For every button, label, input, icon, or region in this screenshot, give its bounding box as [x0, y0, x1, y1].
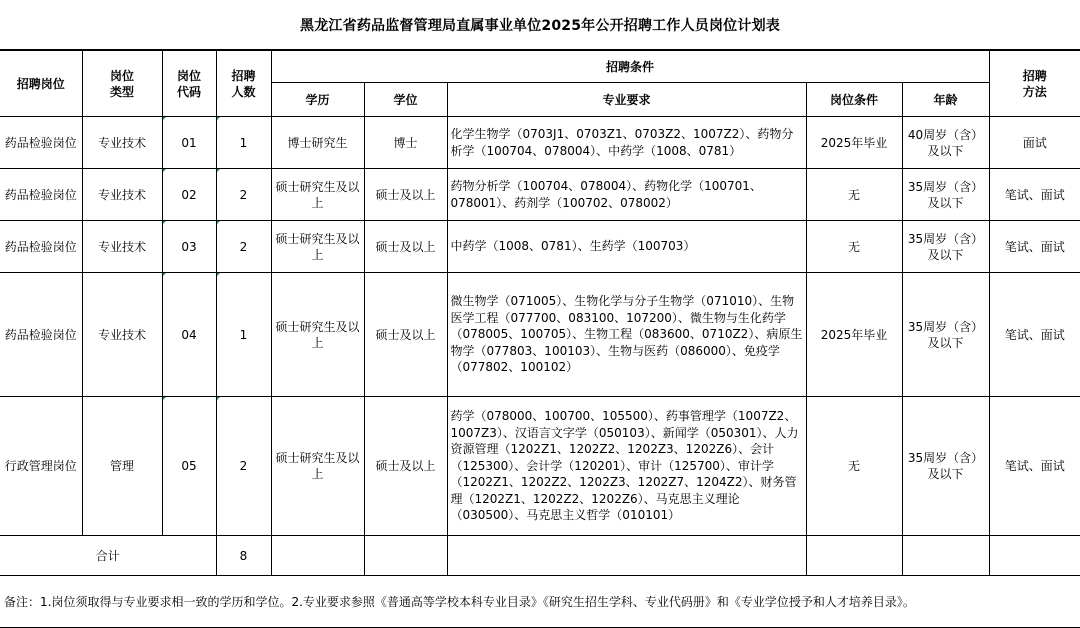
header-position: 招聘岗位 — [0, 51, 82, 117]
total-empty-education — [271, 536, 364, 576]
cell-education: 硕士研究生及以上 — [271, 169, 364, 221]
title-bar — [0, 0, 1080, 50]
cell-education: 硕士研究生及以上 — [271, 273, 364, 397]
cell-major: 药学（078000、100700、105500）、药事管理学（1007Z2、1007Z3）、汉语言文字学（050103）、新闻学（050301）、人力资源管理（1202Z1、1202Z2、1202Z3、1202Z6）、会计（125300）、会计学（120201）、审计（125700）、审计学（1202Z1、1202Z2、1202Z3、1202Z7、1204Z2）、财务管理（1202Z1、1202Z2、1202Z6）、马克思主义理论（030500）、马克思主义哲学（010101） — [447, 397, 806, 536]
cell-method: 笔试、面试 — [989, 221, 1080, 273]
cell-degree: 硕士及以上 — [364, 169, 447, 221]
cell-type: 专业技术 — [82, 221, 162, 273]
cell-age: 35周岁（含）及以下 — [902, 273, 989, 397]
cell-position: 药品检验岗位 — [0, 117, 82, 169]
cell-count: 1 — [216, 117, 271, 169]
header-type-line2: 类型 — [109, 84, 134, 99]
header-count-line2: 人数 — [231, 84, 256, 99]
cell-code: 03 — [162, 221, 216, 273]
cell-age: 40周岁（含）及以下 — [902, 117, 989, 169]
cell-post-condition: 无 — [806, 169, 902, 221]
table-row — [0, 221, 1080, 273]
table-row — [0, 273, 1080, 397]
header-conditions: 招聘条件 — [271, 51, 989, 83]
table-row — [0, 397, 1080, 536]
cell-age: 35周岁（含）及以下 — [902, 397, 989, 536]
header-method — [989, 51, 1080, 117]
cell-post-condition: 2025年毕业 — [806, 117, 902, 169]
header-count — [216, 51, 271, 117]
header-code-line1: 岗位 — [176, 68, 201, 83]
cell-position: 药品检验岗位 — [0, 221, 82, 273]
recruitment-table — [0, 50, 1080, 628]
total-count: 8 — [216, 536, 271, 576]
note-row — [0, 576, 1080, 628]
header-age: 年龄 — [902, 83, 989, 117]
cell-position: 药品检验岗位 — [0, 273, 82, 397]
cell-position: 药品检验岗位 — [0, 169, 82, 221]
cell-count: 2 — [216, 221, 271, 273]
total-label: 合计 — [0, 536, 216, 576]
cell-major: 中药学（1008、0781）、生药学（100703） — [447, 221, 806, 273]
header-method-line2: 方法 — [1022, 84, 1047, 99]
cell-code: 01 — [162, 117, 216, 169]
note-text: 备注：1.岗位须取得与专业要求相一致的学历和学位。2.专业要求参照《普通高等学校本科专业目录》《研究生招生学科、专业代码册》和《专业学位授予和人才培养目录》。 — [0, 576, 1080, 628]
header-code-line2: 代码 — [176, 84, 201, 99]
total-empty-age — [902, 536, 989, 576]
table-row — [0, 169, 1080, 221]
cell-education: 硕士研究生及以上 — [271, 221, 364, 273]
header-post-condition: 岗位条件 — [806, 83, 902, 117]
cell-major: 微生物学（071005）、生物化学与分子生物学（071010）、生物医学工程（077700、083100、107200）、微生物与生化药学（078005、100705）、生物工程（083600、0710Z2）、病原生物学（077803、100103）、生物与医药（086000）、免疫学（077802、100102） — [447, 273, 806, 397]
header-type — [82, 51, 162, 117]
header-code — [162, 51, 216, 117]
header-type-line1: 岗位 — [109, 68, 134, 83]
total-empty-degree — [364, 536, 447, 576]
cell-method: 笔试、面试 — [989, 273, 1080, 397]
cell-post-condition: 2025年毕业 — [806, 273, 902, 397]
cell-position: 行政管理岗位 — [0, 397, 82, 536]
cell-code: 04 — [162, 273, 216, 397]
header-major: 专业要求 — [447, 83, 806, 117]
cell-method: 面试 — [989, 117, 1080, 169]
cell-post-condition: 无 — [806, 397, 902, 536]
cell-type: 管理 — [82, 397, 162, 536]
cell-type: 专业技术 — [82, 117, 162, 169]
cell-method: 笔试、面试 — [989, 397, 1080, 536]
cell-post-condition: 无 — [806, 221, 902, 273]
cell-education: 硕士研究生及以上 — [271, 397, 364, 536]
table-row — [0, 117, 1080, 169]
cell-degree: 博士 — [364, 117, 447, 169]
cell-age: 35周岁（含）及以下 — [902, 169, 989, 221]
total-empty-post-condition — [806, 536, 902, 576]
header-degree: 学位 — [364, 83, 447, 117]
header-count-line1: 招聘 — [231, 68, 256, 83]
cell-degree: 硕士及以上 — [364, 397, 447, 536]
cell-count: 1 — [216, 273, 271, 397]
page-title: 黑龙江省药品监督管理局直属事业单位2025年公开招聘工作人员岗位计划表 — [300, 17, 780, 34]
cell-age: 35周岁（含）及以下 — [902, 221, 989, 273]
cell-major: 药物分析学（100704、078004）、药物化学（100701、078001）、药剂学（100702、078002） — [447, 169, 806, 221]
cell-count: 2 — [216, 169, 271, 221]
total-row — [0, 536, 1080, 576]
cell-degree: 硕士及以上 — [364, 273, 447, 397]
cell-major: 化学生物学（0703J1、0703Z1、0703Z2、1007Z2）、药物分析学（100704、078004）、中药学（1008、0781） — [447, 117, 806, 169]
cell-code: 05 — [162, 397, 216, 536]
cell-count: 2 — [216, 397, 271, 536]
cell-degree: 硕士及以上 — [364, 221, 447, 273]
header-education: 学历 — [271, 83, 364, 117]
cell-method: 笔试、面试 — [989, 169, 1080, 221]
cell-code: 02 — [162, 169, 216, 221]
total-empty-method — [989, 536, 1080, 576]
cell-education: 博士研究生 — [271, 117, 364, 169]
cell-type: 专业技术 — [82, 169, 162, 221]
total-empty-major — [447, 536, 806, 576]
cell-type: 专业技术 — [82, 273, 162, 397]
header-method-line1: 招聘 — [1022, 68, 1047, 83]
